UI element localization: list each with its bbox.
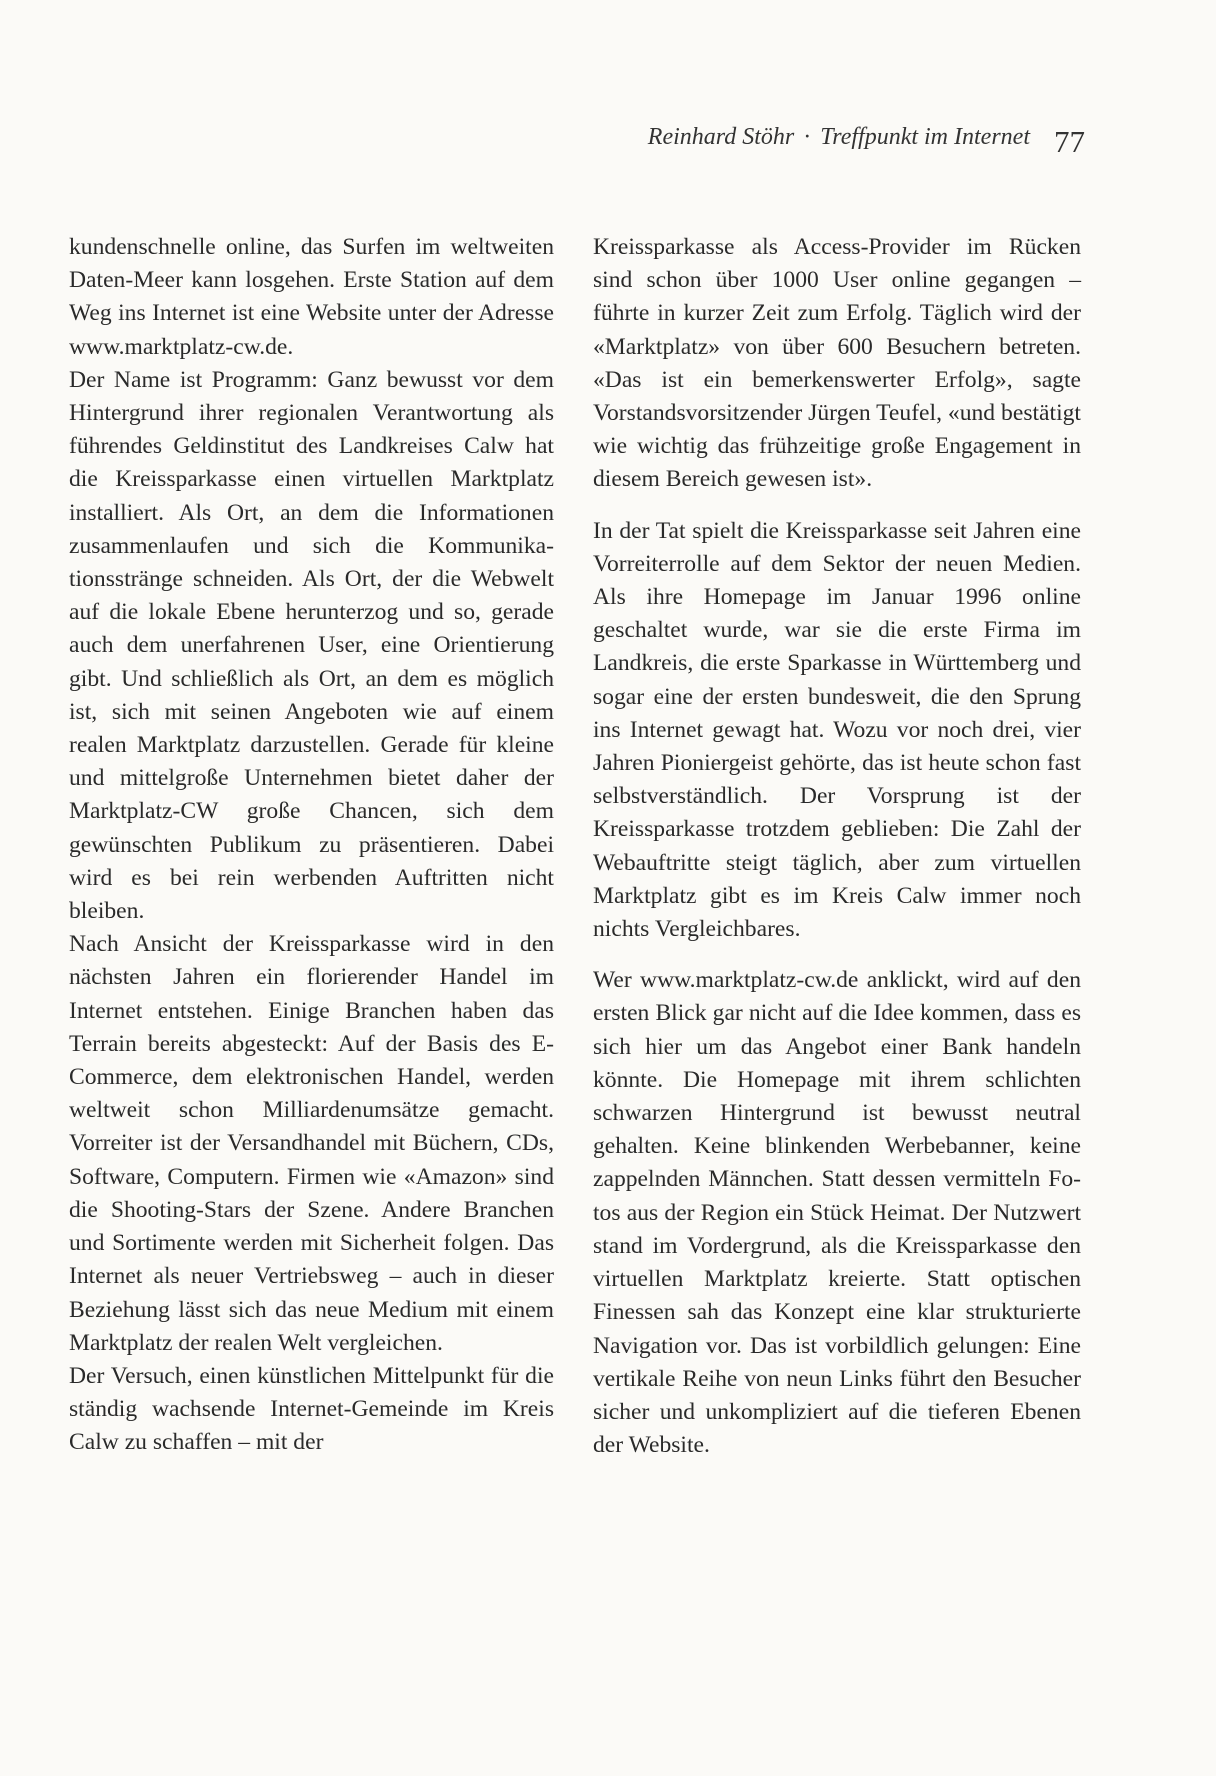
page-number: 77	[1054, 124, 1085, 159]
paragraph: Kreissparkasse als Access-Provider im Rücken sind schon über 1000 User online gegangen – führte in kurzer Zeit zum Erfolg. Täglich wird der «Marktplatz» von über 600 Besuchern betreten. «Das ist ein bemerkenswerter Erfolg», sagte Vorstandsvorsitzender Jürgen Teufel, «und bestätigt wie wichtig das frühzeitige große Engagement in diesem Bereich gewesen ist».	[593, 234, 1081, 493]
header-title: Treffpunkt im Internet	[820, 124, 1030, 150]
left-column	[69, 231, 554, 1460]
paragraph: Der Name ist Programm: Ganz bewusst vor dem Hintergrund ihrer regionalen Verantwortung als führendes Geldinstitut des Landkreises Calw hat die Kreissparkasse einen virtuellen Marktplatz installiert. Als Ort, an dem die Informationen zusammenlaufen und sich die Kommunikationsstränge schneiden. Als Ort, der die Webwelt auf die lokale Ebene herunterzog und so, gerade auch dem unerfahrenen User, eine Orientierung gibt. Und schließlich als Ort, an dem es möglich ist, sich mit seinen Angeboten wie auf einem realen Marktplatz darzustellen. Gerade für kleine und mittelgroße Unternehmen bietet daher der Marktplatz-CW große Chancen, sich dem gewünschten Publikum zu präsentieren. Dabei wird es bei rein werbenden Auftritten nicht bleiben.	[69, 366, 554, 925]
header-author: Reinhard Stöhr	[647, 124, 795, 150]
paragraph: Nach Ansicht der Kreissparkasse wird in den nächsten Jahren ein florierender Handel im Internet entstehen. Einige Branchen haben das Terrain bereits abgesteckt: Auf der Basis des E-Commerce, dem elektronischen Handel, werden weltweit schon Milliardenumsätze gemacht. Vorreiter ist der Versandhandel mit Büchern, CDs, Software, Computern. Firmen wie «Amazon» sind die Shooting-Stars der Szene. Andere Branchen und Sortimente werden mit Sicherheit folgen. Das Internet als neuer Vertriebsweg – auch in dieser Beziehung lässt sich das neue Medium mit einem Marktplatz der realen Welt vergleichen.	[69, 931, 554, 1356]
paragraph: Wer www.marktplatz-cw.de anklickt, wird auf den ersten Blick gar nicht auf die Idee kommen, dass es sich hier um das Angebot einer Bank handeln könnte. Die Homepage mit ihrem schlichten schwarzen Hintergrund ist bewusst neutral gehalten. Keine blinkenden Werbebanner, keine zappelnden Männchen. Statt dessen vermitteln Fotos aus der Region ein Stück Heimat. Der Nutzwert stand im Vordergrund, als die Kreissparkasse den virtuellen Marktplatz kreierte. Statt optischen Finessen sah das Konzept eine klar strukturierte Navigation vor. Das ist vorbildlich gelungen: Eine vertikale Reihe von neun Links führt den Besucher sicher und unkompliziert auf die tieferen Ebenen der Website.	[593, 967, 1081, 1459]
paragraph: kundenschnelle online, das Surfen im weltweiten Daten-Meer kann losgehen. Erste Station auf dem Weg ins Internet ist eine Website unter der Adresse www.marktplatz-cw.de.	[69, 234, 554, 360]
right-column	[593, 231, 1081, 1462]
paragraph: Der Versuch, einen künstlichen Mittelpunkt für die ständig wachsende Internet-Gemeinde im Kreis Calw zu schaffen – mit der	[69, 1362, 554, 1456]
header-separator: ·	[803, 124, 812, 150]
running-head	[648, 124, 1030, 151]
paragraph: In der Tat spielt die Kreissparkasse seit Jahren eine Vorreiterrolle auf dem Sektor der neuen Medien. Als ihre Homepage im Januar 1996 online geschaltet wurde, war sie die erste Firma im Landkreis, die erste Sparkasse in Württemberg und sogar eine der ersten bundesweit, die den Sprung ins Internet gewagt hat. Wozu vor noch drei, vier Jahren Pioniergeist gehörte, das ist heute schon fast selbstverständlich. Der Vorsprung ist der Kreissparkasse trotzdem geblieben: Die Zahl der Webauftritte steigt täglich, aber zum virtuellen Marktplatz gibt es im Kreis Calw immer noch nichts Vergleichbares.	[593, 517, 1081, 943]
